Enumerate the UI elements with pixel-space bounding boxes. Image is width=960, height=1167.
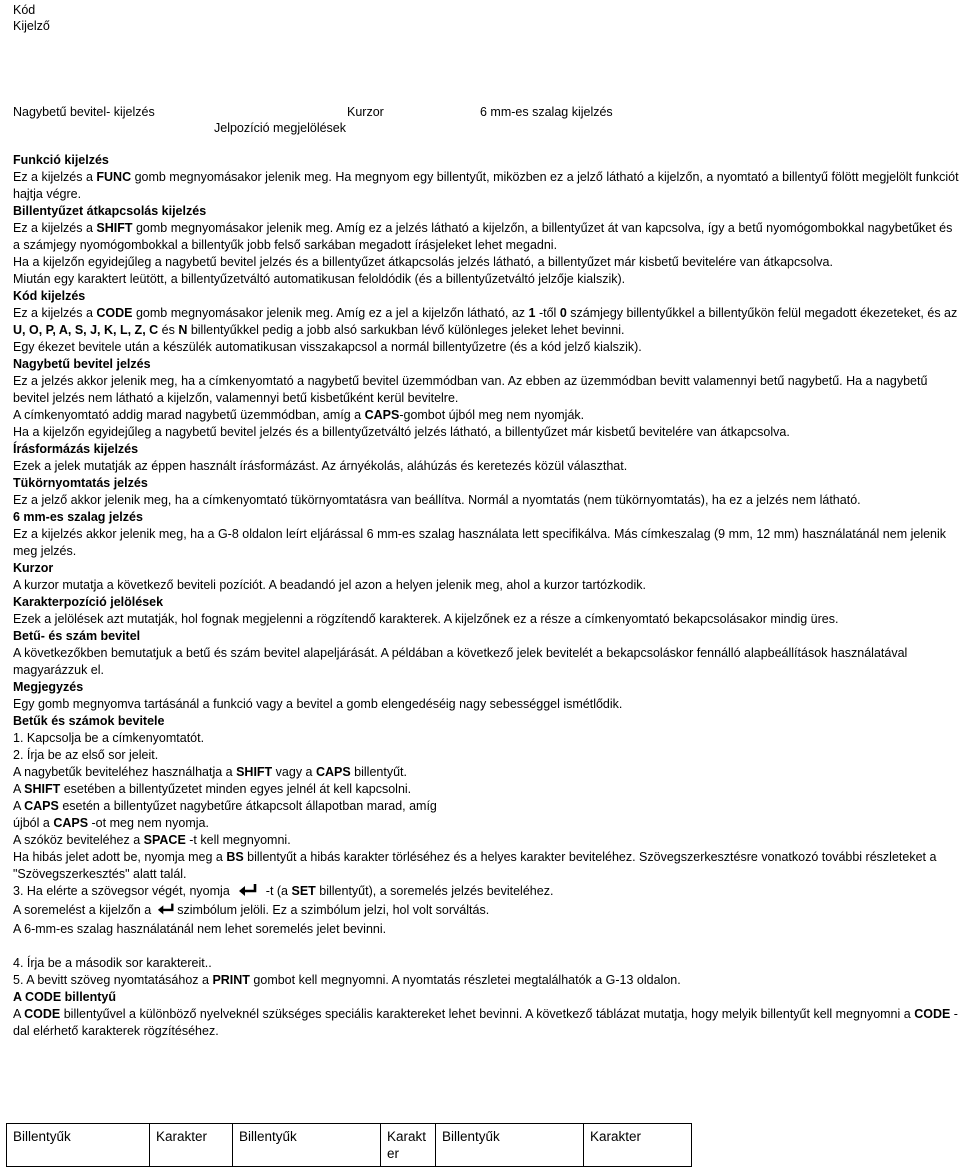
input-heading: Betű- és szám bevitel [13, 629, 141, 643]
step-2-note-4: újból a CAPS -ot meg nem nyomja. [13, 816, 209, 830]
table-header-cell: Billentyűk [233, 1124, 381, 1167]
table-header-cell: Karakter [150, 1124, 233, 1167]
step-1: 1. Kapcsolja be a címkenyomtatót. [13, 731, 205, 745]
step-3: 3. Ha elérte a szövegsor végét, nyomja -t (a SET billentyűt), a soremelés jelzés beviteléhez. [13, 883, 959, 902]
note-paragraph: Egy gomb megnyomva tartásánál a funkció vagy a bevitel a gomb elengedéséig nagy sebességgel ismétlődik. [13, 697, 623, 711]
step-2-note-2: A SHIFT esetében a billentyűzetet minden egyes jelnél át kell kapcsolni. [13, 782, 412, 796]
table-header-cell: Billentyűk [7, 1124, 150, 1167]
code-table [6, 1123, 692, 1167]
note-heading: Megjegyzés [13, 680, 84, 694]
cursor-label: Kurzor [347, 105, 384, 119]
step-5: 5. A bevitt szöveg nyomtatásához a PRINT gombot kell megnyomni. A nyomtatás részletei megtalálhatók a G-13 oldalon. [13, 973, 681, 987]
tape-indicator-label: 6 mm-es szalag kijelzés [480, 105, 613, 119]
tape-paragraph: Ez a kijelzés akkor jelenik meg, ha a G-8 oldalon leírt eljárással 6 mm-es szalag használata lett specifikálva. Más címkeszalag (9 mm, 12 mm) használatánál nem jelenik meg jelzés. [13, 527, 947, 558]
format-heading: Írásformázás kijelzés [13, 442, 139, 456]
cursor-heading: Kurzor [13, 561, 54, 575]
func-paragraph: Ez a kijelzés a FUNC gomb megnyomásakor jelenik meg. Ha megnyom egy billentyűt, miközben ez a jelző látható a kijelzőn, a nyomtató a billentyű fölött megjelölt funkciót hajtja végre. [13, 170, 959, 201]
func-heading: Funkció kijelzés [13, 153, 109, 167]
step-2-note-3: A CAPS esetén a billentyűzet nagybetűre átkapcsolt állapotban marad, amíg [13, 799, 437, 813]
enter-icon [157, 902, 175, 921]
step-2-note-6: Ha hibás jelet adott be, nyomja meg a BS billentyűt a hibás karakter törléséhez és a helyes karakter beviteléhez. Szövegszerkesztésre vonatkozó további részleteket a "Szövegszerkesztés" alatt talál. [13, 850, 937, 881]
steps-heading: Betűk és számok bevitele [13, 714, 165, 728]
display-label: Kijelző [13, 19, 50, 33]
position-paragraph: Ezek a jelölések azt mutatják, hol fognak megjelenni a rögzítendő karakterek. A kijelzőnek ez a része a címkenyomtató bekapcsolásakor mindig üres. [13, 612, 839, 626]
step-2-note-1: A nagybetűk beviteléhez használhatja a SHIFT vagy a CAPS billentyűt. [13, 765, 407, 779]
table-header-row [7, 1124, 692, 1167]
code-heading: Kód kijelzés [13, 289, 86, 303]
manual-text [13, 152, 959, 1040]
code-key-paragraph: A CODE billentyűvel a különböző nyelveknél szükséges speciális karaktereket lehet bevinni. A következő táblázat mutatja, hogy melyik billentyűt kell megnyomni a CODE -dal elérhető karakterek rögzítéséhez. [13, 1007, 958, 1038]
caps-paragraph-3: Ha a kijelzőn egyidejűleg a nagybetű bevitel jelzés és a billentyűzetváltó jelzés látható, a billentyűzet már kisbetű bevitelére van átkapcsolva. [13, 425, 790, 439]
code-label: Kód [13, 3, 36, 17]
code-key-heading: A CODE billentyű [13, 990, 117, 1004]
step-2-note-5: A szóköz beviteléhez a SPACE -t kell megnyomni. [13, 833, 291, 847]
step-2: 2. Írja be az első sor jeleit. [13, 748, 159, 762]
code-paragraph-2: Egy ékezet bevitele után a készülék automatikusan visszakapcsol a normál billentyűzetre (és a kód jelző kialszik). [13, 340, 642, 354]
caps-paragraph-2: A címkenyomtató addig marad nagybetű üzemmódban, amíg a CAPS-gombot újból meg nem nyomják. [13, 408, 585, 422]
input-paragraph: A következőkben bemutatjuk a betű és szám bevitel alapeljárását. A példában a következő jelek bevitelét a bekapcsoláskor fennálló alapbeállítások használatával magyarázzuk el. [13, 646, 908, 677]
step-3-note-1: A soremelést a kijelzőn a szimbólum jelöli. Ez a szimbólum jelzi, hol volt sorváltás. [13, 902, 959, 921]
shift-paragraph-3: Miután egy karaktert leütött, a billentyűzetváltó automatikusan feloldódik (és a billentyűzetváltó jelzője kialszik). [13, 272, 626, 286]
step-4: 4. Írja be a második sor karaktereit.. [13, 956, 212, 970]
step-3-note-2: A 6-mm-es szalag használatánál nem lehet soremelés jelet bevinni. [13, 922, 387, 936]
table-header-cell: Karakter [584, 1124, 692, 1167]
enter-icon [238, 883, 258, 902]
position-marks-label: Jelpozíció megjelölések [214, 121, 347, 135]
shift-paragraph: Ez a kijelzés a SHIFT gomb megnyomásakor jelenik meg. Amíg ez a jelzés látható a kijelzőn, a billentyűzet át van kapcsolva, így a betű nyomógombokkal nagybetűket és a számjegy nyomógombokkal a billentyűk jobb felső sarkában megadott írásjeleket lehet megadni. [13, 221, 953, 252]
mirror-paragraph: Ez a jelző akkor jelenik meg, ha a címkenyomtató tükörnyomtatásra van beállítva. Normál a nyomtatás (nem tükörnyomtatás), ha ez a jelzés nem látható. [13, 493, 861, 507]
tape-heading: 6 mm-es szalag jelzés [13, 510, 143, 524]
table-header-cell: Billentyűk [436, 1124, 584, 1167]
cursor-paragraph: A kurzor mutatja a következő beviteli pozíciót. A beadandó jel azon a helyen jelenik meg, ahol a kurzor tartózkodik. [13, 578, 647, 592]
position-heading: Karakterpozíció jelölések [13, 595, 164, 609]
table-header-cell: Karakt er [381, 1124, 436, 1167]
shift-heading: Billentyűzet átkapcsolás kijelzés [13, 204, 207, 218]
code-paragraph: Ez a kijelzés a CODE gomb megnyomásakor jelenik meg. Amíg ez a jel a kijelzőn látható, az 1 -től 0 számjegy billentyűkkel a billentyűkön felül megadott ékezeteket, és az U, O, P, A, S, J, K, L, Z, C és N billentyűkkel pedig a jobb alsó sarkukban lévő különleges jeleket lehet bevinni. [13, 306, 958, 337]
shift-paragraph-2: Ha a kijelzőn egyidejűleg a nagybetű bevitel jelzés és a billentyűzet átkapcsolás jelzés látható, a billentyűzet már kisbetű bevitelére van átkapcsolva. [13, 255, 833, 269]
caps-indicator-label: Nagybetű bevitel- kijelzés [13, 105, 155, 119]
caps-heading: Nagybetű bevitel jelzés [13, 357, 151, 371]
mirror-heading: Tükörnyomtatás jelzés [13, 476, 148, 490]
caps-paragraph: Ez a jelzés akkor jelenik meg, ha a címkenyomtató a nagybetű bevitel üzemmódban van. Az ebben az üzemmódban bevitt valamennyi betű nagybetű. Ha a nagybetű bevitel jelzés nem látható a kijelzőn, valamennyi betű kisbetűként kerül bevitelre. [13, 374, 928, 405]
format-paragraph: Ezek a jelek mutatják az éppen használt írásformázást. Az árnyékolás, aláhúzás és keretezés közül választhat. [13, 459, 628, 473]
